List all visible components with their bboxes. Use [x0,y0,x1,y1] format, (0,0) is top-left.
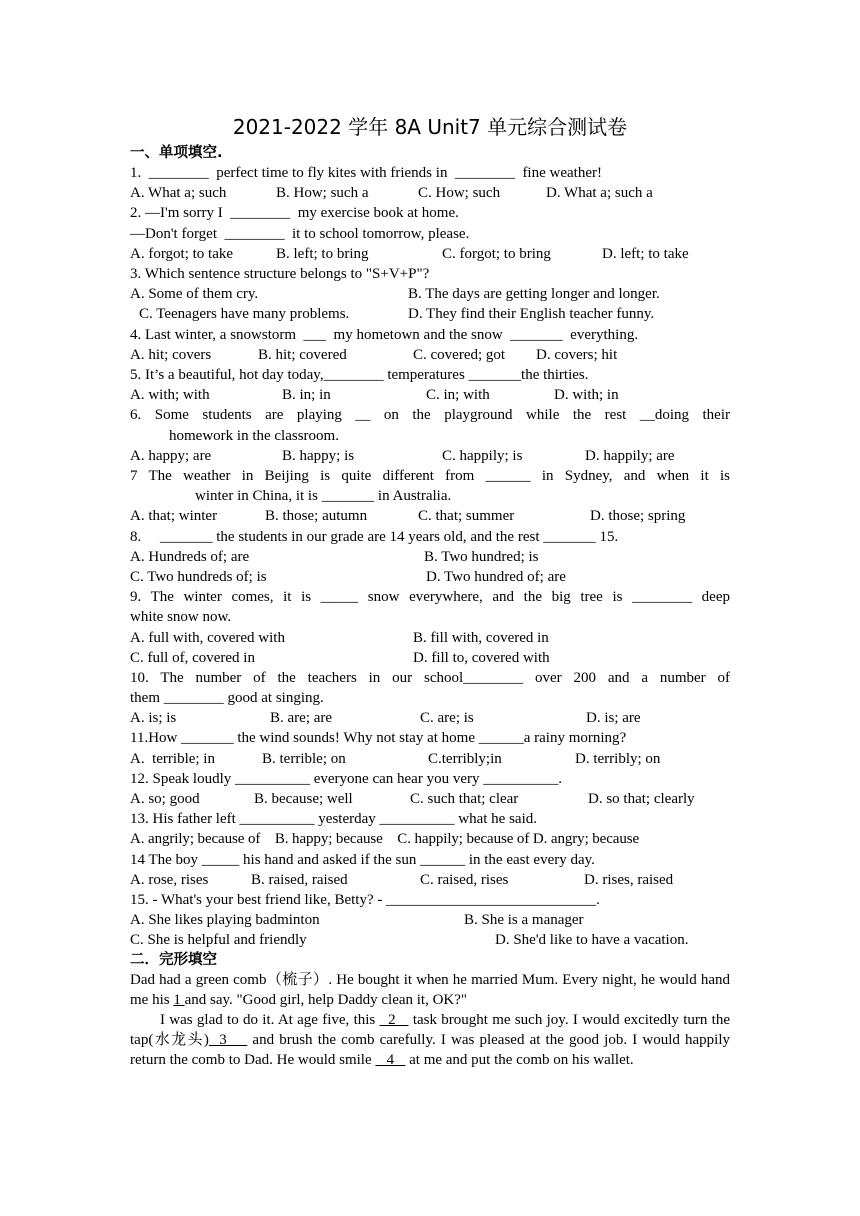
cloze-text: I was glad to do it. At age five, this [160,1012,380,1029]
question-4-stem: 4. Last winter, a snowstorm ___ my hometown and the snow _______ everything. [130,326,639,343]
option-b[interactable]: B. terrible; on [262,750,346,767]
option-a[interactable]: A. terrible; in [130,750,215,767]
cloze-text: at me and put the comb on his wallet. [405,1052,634,1069]
question-12-options [130,789,730,809]
question-9-options-cd [130,648,730,668]
question-8-stem: 8. _______ the students in our grade are 14 years old, and the rest _______ 15. [130,528,619,545]
question-7-stem-2: winter in China, it is _______ in Australia. [195,488,452,505]
option-d[interactable]: D. rises, raised [584,871,674,888]
option-b[interactable]: B. in; in [282,387,331,404]
question-10-stem-2: them ________ good at singing. [130,690,324,707]
option-a[interactable]: A. happy; are [130,447,212,464]
option-a[interactable]: A. forgot; to take [130,245,234,262]
option-d[interactable]: D. covers; hit [536,346,618,363]
question-13-stem: 13. His father left __________ yesterday __________ what he said. [130,811,537,828]
cloze-paragraph-1 [130,970,730,1010]
option-d[interactable]: D. those; spring [590,508,686,525]
option-c[interactable]: C. Teenagers have many problems. [139,306,350,323]
cloze-text: Dad had a green comb（梳子）. He bought it when he married Mum. Every night, he would hand me his [130,971,730,1008]
question-9-options-ab [130,628,730,648]
option-d[interactable]: D. is; are [586,710,641,727]
option-d[interactable]: D. fill to, covered with [413,649,550,666]
option-b[interactable]: B. those; autumn [265,508,368,525]
option-c[interactable]: C. in; with [426,387,490,404]
option-a[interactable]: A. She likes playing badminton [130,912,320,929]
question-6-stem-2: homework in the classroom. [169,427,339,444]
cloze-paragraph-2 [130,1010,730,1071]
question-6-stem: 6. Some students are playing __ on the playground while the rest __doing their [130,407,730,424]
option-a[interactable]: A. rose, rises [130,871,209,888]
option-c[interactable]: C. such that; clear [410,791,519,808]
option-a[interactable]: A. is; is [130,710,177,727]
question-15-options-cd [130,930,730,950]
question-7-stem: 7 The weather in Beijing is quite different from ______ in Sydney, and when it is [130,467,730,484]
question-11-stem: 11.How _______ the wind sounds! Why not stay at home ______a rainy morning? [130,730,627,747]
question-9-stem-2: white snow now. [130,609,232,626]
option-b[interactable]: B. hit; covered [258,346,347,363]
question-1-stem: 1. ________ perfect time to fly kites with friends in ________ fine weather! [130,165,602,181]
option-a[interactable]: A. Some of them cry. [130,286,259,303]
question-2-options [130,244,730,264]
question-14-stem: 14 The boy _____ his hand and asked if the sun ______ in the east every day. [130,851,595,868]
option-b[interactable]: B. are; are [270,710,333,727]
question-12-stem: 12. Speak loudly __________ everyone can hear you very __________. [130,770,562,787]
question-3-options-ab [130,284,730,304]
page-title: 2021-2022 学年 8A Unit7 单元综合测试卷 [232,115,628,139]
question-4-options [130,345,730,365]
option-a[interactable]: A. full with, covered with [130,629,285,646]
question-2-stem-2: —Don't forget ________ it to school tomorrow, please. [130,225,470,242]
option-d[interactable]: D. with; in [554,387,619,404]
option-d[interactable]: D. left; to take [602,245,689,262]
option-d[interactable]: D. Two hundred of; are [426,568,566,585]
option-b[interactable]: B. She is a manager [464,912,584,929]
option-c[interactable]: C. that; summer [418,508,515,525]
cloze-blank-1[interactable]: 1 [173,991,185,1008]
option-c[interactable]: C. covered; got [413,346,506,363]
question-8-options-ab [130,547,730,567]
option-c[interactable]: C. forgot; to bring [442,245,551,262]
question-5-options [130,385,730,405]
option-c[interactable]: C.terribly;in [428,750,502,767]
option-c[interactable]: C. Two hundreds of; is [130,568,267,585]
question-10-stem: 10. The number of the teachers in our school________ over 200 and a number of [130,669,730,686]
option-a[interactable]: A. that; winter [130,508,218,525]
cloze-text: and say. "Good girl, help Daddy clean it, OK?" [184,991,468,1008]
question-3-options-cd [130,304,730,324]
option-b[interactable]: B. How; such a [276,185,369,202]
question-2-stem: 2. —I'm sorry I ________ my exercise book at home. [130,205,459,222]
cloze-text: and brush the comb carefully. I was pleased at the good job. I would happily return the comb to Dad. He would smile [130,1032,731,1069]
option-c[interactable]: C. She is helpful and friendly [130,932,307,949]
option-a[interactable]: A. What a; such [130,185,227,202]
option-a[interactable]: A. Hundreds of; are [130,548,250,565]
option-d[interactable]: D. so that; clearly [588,791,695,808]
option-b[interactable]: B. left; to bring [276,245,369,262]
section-heading-single-choice: 一、单项填空. [130,145,223,161]
option-d[interactable]: D. terribly; on [575,750,661,767]
cloze-blank-3[interactable]: 3 [208,1032,248,1049]
option-b[interactable]: B. raised, raised [251,871,348,888]
worksheet-page [130,114,730,1071]
option-d[interactable]: D. She'd like to have a vacation. [495,932,689,949]
option-d[interactable]: D. They find their English teacher funny. [408,306,655,323]
option-c[interactable]: C. are; is [420,710,474,727]
question-1-options [130,183,730,203]
option-a[interactable]: A. so; good [130,791,200,808]
question-15-options-ab [130,910,730,930]
option-c[interactable]: C. How; such [418,185,501,202]
question-10-options [130,708,730,728]
question-5-stem: 5. It’s a beautiful, hot day today,________ temperatures _______the thirties. [130,366,589,383]
cloze-blank-2[interactable]: 2 [379,1012,409,1029]
option-a[interactable]: A. hit; covers [130,346,212,363]
question-9-stem: 9. The winter comes, it is _____ snow everywhere, and the big tree is ________ deep [130,589,730,606]
question-15-stem: 15. - What's your best friend like, Betty? - ____________________________. [130,892,600,909]
question-14-options [130,870,730,890]
option-d[interactable]: D. What a; such a [546,185,653,202]
option-b[interactable]: B. fill with, covered in [413,629,549,646]
option-d[interactable]: D. happily; are [585,447,675,464]
question-3-stem: 3. Which sentence structure belongs to "S+V+P"? [130,265,430,282]
cloze-blank-4[interactable]: 4 [375,1052,406,1069]
option-b[interactable]: B. The days are getting longer and longer. [408,286,660,303]
question-6-options [130,446,730,466]
option-b[interactable]: B. Two hundred; is [424,548,539,565]
option-c[interactable]: C. full of, covered in [130,649,255,666]
cloze-text: task brought me such joy. I would excitedly turn the tap(水龙头) [130,1012,730,1049]
question-8-options-cd [130,567,730,587]
option-b[interactable]: B. because; well [254,791,353,808]
option-c[interactable]: C. raised, rises [420,871,509,888]
option-a[interactable]: A. with; with [130,387,210,404]
option-c[interactable]: C. happily; is [442,447,523,464]
option-b[interactable]: B. happy; is [282,447,355,464]
question-11-options [130,749,730,769]
section-heading-cloze: 二．完形填空 [130,951,217,968]
question-7-options [130,506,730,526]
question-13-options[interactable]: A. angrily; because of B. happy; because C. happily; because of D. angry; because [130,831,640,848]
